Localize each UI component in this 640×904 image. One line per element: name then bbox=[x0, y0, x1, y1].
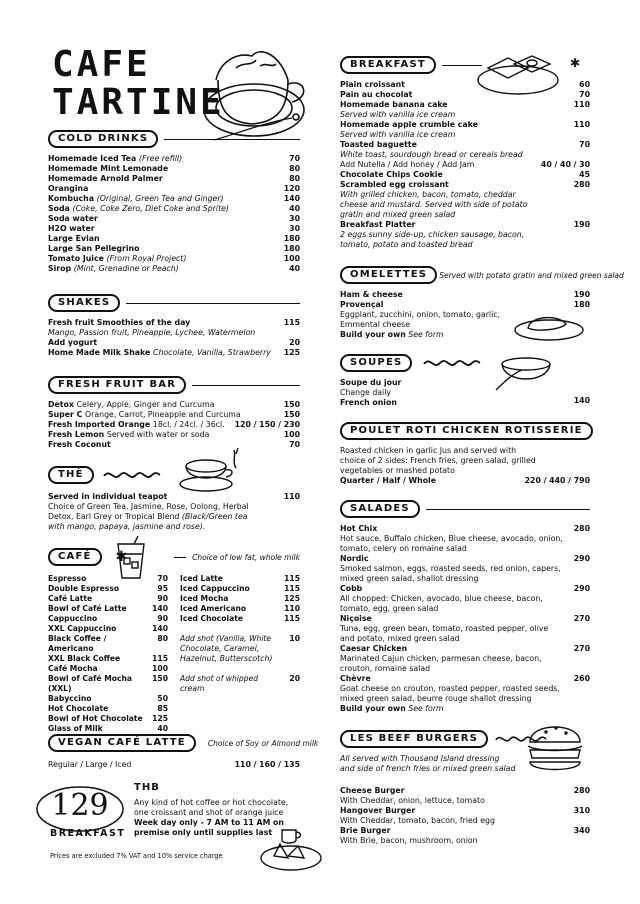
soup-bowl-illustration bbox=[492, 350, 562, 394]
cold-drinks-list bbox=[48, 154, 300, 274]
menu-item: H2O water 30 bbox=[48, 224, 300, 233]
breakfast-title: BREAKFAST bbox=[340, 56, 436, 74]
promo-currency: THB bbox=[134, 782, 160, 793]
menu-item: XXL Black Coffee 115 bbox=[48, 654, 168, 663]
salades-section bbox=[340, 500, 590, 714]
menu-item: Homemade Mint Lemonade 80 bbox=[48, 164, 300, 173]
cafe-note: Choice of low fat, whole milk bbox=[192, 552, 300, 562]
footer-note: Prices are excluded 7% VAT and 10% service charge bbox=[50, 852, 223, 860]
item-description: All chopped: Chicken, avocado, blue cheese, bacon, bbox=[340, 594, 543, 603]
item-description: with mango, papaya, jasmine and rose). bbox=[48, 522, 206, 531]
menu-item: Iced Cappuccino 115 bbox=[180, 584, 300, 593]
item-description: Choice of Green Tea, Jasmine, Rose, Oolong, Herbal bbox=[48, 502, 249, 511]
breakfast-promo: 129 BREAKFAST THB Any kind of hot coffee or hot chocolate, one croissant and shot of orange juice Week day only - 7 AM to 11 AM on premise only until supplies last bbox=[34, 782, 310, 842]
fruit-bar-list bbox=[48, 400, 300, 450]
menu-item: Toasted baguette 70 bbox=[340, 140, 590, 149]
the-title: THÈ bbox=[48, 466, 94, 484]
item-description: Marinated Cajun chicken, parmesan cheese, bacon, bbox=[340, 654, 542, 663]
omelette-plate-illustration bbox=[512, 308, 586, 342]
shakes-title: SHAKES bbox=[48, 294, 120, 312]
vegan-section bbox=[48, 734, 319, 770]
cafe-iced-list: Iced Latte 115 Iced Cappuccino 115 Iced Mocha 125 Iced Americano 110 Iced Chocolate 115 Add shot (Vanilla, White 10 Chocolate, Caramel, Hazelnut, Butterscotch) Add shot of whipped 20 cream bbox=[180, 574, 300, 693]
menu-item: Soda water 30 bbox=[48, 214, 300, 223]
item-description: 2 eggs sunny side-up, chicken sausage, bacon, bbox=[340, 230, 525, 239]
menu-item: Chèvre 260 bbox=[340, 674, 590, 683]
breakfast-plate-illustration bbox=[258, 822, 324, 874]
menu-item: Bowl of Hot Chocolate 125 bbox=[48, 714, 168, 723]
menu-item: Iced Chocolate 115 bbox=[180, 614, 300, 623]
soupes-title: SOUPES bbox=[340, 354, 412, 372]
menu-item: Babyccino 50 bbox=[48, 694, 168, 703]
iced-drink-illustration bbox=[114, 536, 148, 580]
menu-item: Ham & cheese 190 bbox=[340, 290, 590, 299]
vegan-header bbox=[48, 734, 319, 752]
menu-item: Quarter / Half / Whole 220 / 440 / 790 bbox=[340, 476, 590, 485]
menu-item: Fresh Imported Orange 18cl. / 24cl. / 36cl. 120 / 150 / 230 bbox=[48, 420, 300, 429]
menu-item: Soda (Coke, Coke Zero, Diet Coke and Sprite) 40 bbox=[48, 204, 300, 213]
salades-title: SALADES bbox=[340, 500, 420, 518]
menu-item: Brie Burger 340 bbox=[340, 826, 590, 835]
menu-item: Homemade Iced Tea (Free refill) 70 bbox=[48, 154, 300, 163]
toast-plate-illustration bbox=[474, 50, 562, 98]
menu-item: Chocolate Chips Cookie 45 bbox=[340, 170, 590, 179]
the-section bbox=[48, 466, 300, 532]
item-description: Served with vanilla ice cream bbox=[340, 130, 456, 139]
cold-drinks-section bbox=[48, 130, 300, 274]
item-description: Hot sauce, Buffalo chicken, Blue cheese, avocado, onion, bbox=[340, 534, 563, 543]
menu-item: Hot Chix 280 bbox=[340, 524, 590, 533]
menu-item: Homemade apple crumble cake 110 bbox=[340, 120, 590, 129]
promo-label: BREAKFAST bbox=[50, 828, 126, 839]
menu-item: Hangover Burger 310 bbox=[340, 806, 590, 815]
cafe-header bbox=[48, 548, 300, 566]
menu-item: Double Espresso 95 bbox=[48, 584, 168, 593]
item-description: With Brie, bacon, mushroom, onion bbox=[340, 836, 478, 845]
burger-illustration bbox=[524, 718, 586, 778]
squiggle-icon bbox=[102, 468, 162, 482]
menu-item: Iced Americano 110 bbox=[180, 604, 300, 613]
menu-item: Regular / Large / Iced 110 / 160 / 135 bbox=[48, 760, 300, 769]
menu-item: Scrambled egg croissant 280 bbox=[340, 180, 590, 189]
item-description: cheese and mustard. Served with side of potato bbox=[340, 200, 528, 209]
item-description: Detox, Earl Grey or Tropical Blend (Black/Green tea bbox=[48, 512, 248, 521]
logo-line-1: CAFE bbox=[52, 44, 151, 85]
item-description: Mango, Passion fruit, Pineapple, Lychee, Watermelon bbox=[48, 328, 256, 337]
teapot-illustration bbox=[176, 444, 246, 494]
poulet-header bbox=[340, 422, 590, 440]
menu-item: Home Made Milk Shake Chocolate, Vanilla, Strawberry 125 bbox=[48, 348, 300, 357]
cold-drinks-header bbox=[48, 130, 300, 148]
fruit-bar-section bbox=[48, 376, 300, 450]
menu-item: Kombucha (Original, Green Tea and Ginger) 140 bbox=[48, 194, 300, 203]
menu-item: Espresso 70 bbox=[48, 574, 168, 583]
omelettes-title: OMELETTES bbox=[340, 266, 437, 284]
omelettes-note: Served with potato gratin and mixed green salad bbox=[439, 270, 624, 280]
menu-item: Café Mocha 100 bbox=[48, 664, 168, 673]
soupes-section: SOUPES Soupe du jour Change daily French onion 140 bbox=[340, 354, 590, 408]
cold-drinks-title: COLD DRINKS bbox=[48, 130, 158, 148]
omelettes-header bbox=[340, 266, 624, 284]
item-description: tomato, celery on romaine salad bbox=[340, 544, 467, 553]
cafe-section bbox=[48, 548, 300, 734]
menu-item: Add yogurt 20 bbox=[48, 338, 300, 347]
salades-list bbox=[340, 524, 590, 704]
menu-item: Cobb 290 bbox=[340, 584, 590, 593]
logo-line-2: TARTINE bbox=[52, 82, 225, 123]
menu-item: Large San Pellegrino 180 bbox=[48, 244, 300, 253]
poulet-section: POULET ROTI CHICKEN ROTISSERIE Roasted chicken in garlic Jus and served with choice of 2 sides: French fries, green salad, grilled vegetables or mashed potato Quarter / Half / Whole 220 / 440 / 790 bbox=[340, 422, 590, 486]
menu-item: Black Coffee / Americano 80 bbox=[48, 634, 168, 653]
menu-item: Breakfast Platter 190 bbox=[340, 220, 590, 229]
menu-item: Super C Orange, Carrot, Pineapple and Curcuma 150 bbox=[48, 410, 300, 419]
item-description: Emmental cheese bbox=[340, 320, 411, 329]
build-your-own: Build your own See form bbox=[340, 704, 444, 713]
menu-item: XXL Cappuccino 140 bbox=[48, 624, 168, 633]
menu-item: Homemade banana cake 110 bbox=[340, 100, 590, 109]
fruit-bar-header bbox=[48, 376, 300, 394]
item-description: White toast, sourdough bread or cereals bread bbox=[340, 150, 523, 159]
item-description: Add Nutella / Add honey / Add Jam 40 / 40 / 30 bbox=[340, 160, 590, 169]
salades-header bbox=[340, 500, 590, 518]
item-description: and potato, mixed green salad bbox=[340, 634, 460, 643]
item-description: gratin and mixed green salad bbox=[340, 210, 456, 219]
shakes-header bbox=[48, 294, 300, 312]
menu-item: Fresh Lemon Served with water or soda 100 bbox=[48, 430, 300, 439]
menu-item: Bowl of Café Latte 140 bbox=[48, 604, 168, 613]
item-description: Goat cheese on crouton, roasted pepper, roasted seeds, bbox=[340, 684, 560, 693]
menu-item: Pain au chocolat 70 bbox=[340, 90, 590, 99]
menu-item: Niçoise 270 bbox=[340, 614, 590, 623]
menu-item: Sirop (Mint, Grenadine or Peach) 40 bbox=[48, 264, 300, 273]
menu-item: Caesar Chicken 270 bbox=[340, 644, 590, 653]
burgers-title: LES BEEF BURGERS bbox=[340, 730, 488, 748]
add-shot: Add shot (Vanilla, White 10 bbox=[180, 634, 300, 643]
cafe-hot-list bbox=[48, 574, 168, 734]
item-description: Tuna, egg, green bean, tomato, roasted pepper, olive bbox=[340, 624, 549, 633]
vegan-note: Choice of Soy or Almond milk bbox=[207, 738, 319, 748]
item-description: With Cheddar, tomato, bacon, fried egg bbox=[340, 816, 495, 825]
asterisk-icon: ✱ bbox=[115, 549, 128, 565]
item-description: mixed green salad, beurre rouge shallot dressing bbox=[340, 694, 532, 703]
burgers-list bbox=[340, 786, 590, 846]
menu-item: Orangina 120 bbox=[48, 184, 300, 193]
menu-item: Bowl of Café Mocha (XXL) 150 bbox=[48, 674, 168, 693]
menu-item: Hot Chocolate 85 bbox=[48, 704, 168, 713]
menu-item: Fresh fruit Smoothies of the day 115 bbox=[48, 318, 300, 327]
item-description: With grilled chicken, bacon, tomato, cheddar bbox=[340, 190, 516, 199]
cafe-title: CAFÉ bbox=[48, 548, 102, 566]
build-your-own: Build your own See form bbox=[340, 330, 444, 339]
menu-item: Cappuccino 90 bbox=[48, 614, 168, 623]
menu-item: Cheese Burger 280 bbox=[340, 786, 590, 795]
menu-item: Iced Latte 115 bbox=[180, 574, 300, 583]
item-description: Served with vanilla ice cream bbox=[340, 110, 456, 119]
menu-item: Iced Mocha 125 bbox=[180, 594, 300, 603]
poulet-title: POULET ROTI CHICKEN ROTISSERIE bbox=[340, 422, 593, 440]
menu-item: Served in individual teapot 110 bbox=[48, 492, 300, 501]
item-description: tomato, egg, green salad bbox=[340, 604, 439, 613]
item-description: Eggplant, zucchini, onion, tomato, garlic, bbox=[340, 310, 501, 319]
fruit-bar-title: FRESH FRUIT BAR bbox=[48, 376, 186, 394]
menu-item: Nordic 290 bbox=[340, 554, 590, 563]
menu-item: Tomato Juice (From Royal Project) 100 bbox=[48, 254, 300, 263]
menu-item: Café Latte 90 bbox=[48, 594, 168, 603]
menu-item: Fresh Coconut 70 bbox=[48, 440, 300, 449]
item-description: mixed green salad, shallot dressing bbox=[340, 574, 479, 583]
item-description: crouton, romaine salad bbox=[340, 664, 431, 673]
menu-item: Glass of Milk 40 bbox=[48, 724, 168, 733]
item-description: With Cheddar, onion, lettuce, tomato bbox=[340, 796, 485, 805]
item-description: Smoked salmon, eggs, roasted seeds, red onion, capers, bbox=[340, 564, 561, 573]
breakfast-list bbox=[340, 80, 590, 250]
burgers-section: LES BEEF BURGERS All served with Thousand Island dressing and side of french fries or mixed green salad Cheese Burger 280 With Cheddar, onion, lettuce, tomato Hangover Burger 310 With Cheddar, tomato, bacon, fried egg Brie Burger 340 With Brie, bacon, mushroom, onion bbox=[340, 730, 590, 846]
promo-amount: 129 bbox=[51, 788, 109, 823]
the-header bbox=[48, 466, 300, 484]
menu-item: Provençal 180 bbox=[340, 300, 590, 309]
menu-item: Plain croissant 60 bbox=[340, 80, 590, 89]
item-description: tomato, potato and toasted bread bbox=[340, 240, 473, 249]
menu-item: Large Evian 180 bbox=[48, 234, 300, 243]
menu-item: Homemade Arnold Palmer 80 bbox=[48, 174, 300, 183]
soup-price: 140 bbox=[573, 396, 590, 405]
add-cream: Add shot of whipped 20 bbox=[180, 674, 300, 683]
shakes-section bbox=[48, 294, 300, 358]
vegan-title: VEGAN CAFÉ LATTE bbox=[48, 734, 196, 752]
asterisk-icon: ✱ bbox=[570, 56, 581, 70]
squiggle-icon bbox=[422, 356, 482, 370]
menu-item: Detox Celery, Apple, Ginger and Curcuma 150 bbox=[48, 400, 300, 409]
